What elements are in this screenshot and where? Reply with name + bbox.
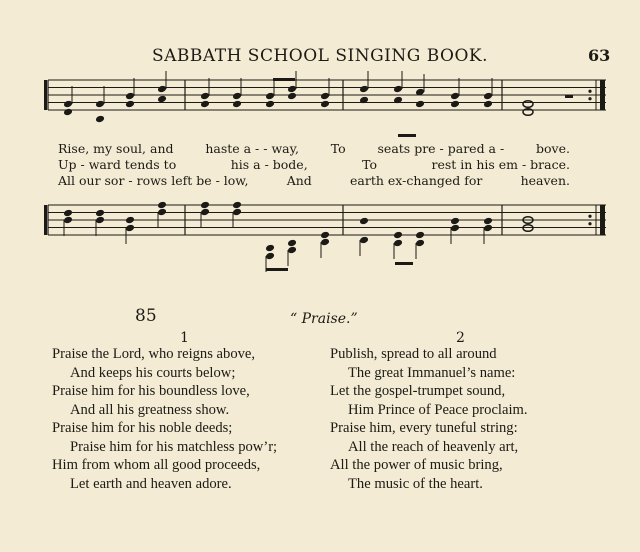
half-note-head — [523, 101, 533, 108]
brace-bar — [44, 205, 47, 235]
note-head — [287, 239, 297, 248]
repeat-dot — [588, 90, 591, 93]
verse-line: Praise him, every tuneful string: — [330, 420, 518, 436]
note-head — [232, 100, 242, 109]
note-head — [287, 92, 297, 101]
note-head — [265, 252, 275, 261]
brace-bar — [44, 80, 47, 110]
repeat-dot — [588, 222, 591, 225]
note-head — [483, 224, 493, 233]
note-beam — [395, 262, 413, 265]
note-head — [125, 92, 135, 101]
rest-mark — [565, 95, 573, 98]
note-head — [265, 244, 275, 253]
note-head — [125, 224, 135, 233]
note-head — [320, 100, 330, 109]
verse-1 — [52, 345, 277, 493]
verse-line: Him Prince of Peace proclaim. — [348, 401, 528, 418]
lyric-syllables: seats pre - pared a - — [377, 141, 505, 156]
note-head — [320, 92, 330, 101]
final-thick-line — [600, 80, 605, 110]
note-head — [393, 239, 403, 248]
verse-number-1: 1 — [180, 330, 189, 346]
note-head — [63, 216, 73, 225]
verse-line: Let the gospel-trumpet sound, — [330, 383, 506, 399]
verse-2 — [330, 345, 528, 493]
note-head — [200, 201, 210, 210]
page-number: 63 — [588, 46, 611, 65]
note-head — [157, 85, 167, 94]
verse-line: Praise the Lord, who reigns above, — [52, 346, 256, 362]
note-head — [393, 85, 403, 94]
final-thick-line — [600, 205, 605, 235]
note-beam — [398, 134, 416, 137]
note-head — [450, 100, 460, 109]
lyric-syllables: earth ex-changed for — [350, 173, 483, 188]
lyric-syllables: And — [286, 173, 312, 188]
note-head — [265, 92, 275, 101]
note-head — [415, 239, 425, 248]
note-head — [95, 209, 105, 218]
verse-line: Publish, spread to all around — [330, 346, 497, 362]
note-head — [95, 115, 105, 124]
lyric-syllables: his a - bode, — [230, 157, 308, 172]
note-head — [287, 85, 297, 94]
note-head — [95, 100, 105, 109]
hymn-title: “ Praise.” — [290, 311, 358, 327]
lyric-syllables: To — [330, 141, 346, 156]
note-head — [359, 85, 369, 94]
note-head — [157, 95, 167, 104]
note-head — [200, 208, 210, 217]
verse-line: Praise him for his boundless love, — [52, 383, 250, 399]
note-head — [232, 92, 242, 101]
note-head — [95, 216, 105, 225]
note-beam — [273, 78, 295, 81]
note-head — [200, 100, 210, 109]
lyric-syllables: To — [362, 157, 378, 172]
lyric-syllables: haste a - - way, — [205, 141, 299, 156]
note-head — [63, 100, 73, 109]
lyric-syllables: heaven. — [520, 173, 570, 188]
verse-line: All the reach of heavenly art, — [348, 438, 519, 455]
lyric-syllables: Rise, my soul, and — [58, 141, 174, 156]
repeat-dot — [588, 215, 591, 218]
note-head — [63, 108, 73, 117]
note-head — [125, 100, 135, 109]
verse-line: The great Immanuel’s name: — [348, 364, 516, 381]
verse-line: Him from whom all good proceeds, — [52, 457, 261, 473]
verse-line: Let earth and heaven adore. — [70, 475, 232, 492]
note-head — [359, 217, 369, 226]
note-head — [157, 208, 167, 217]
hymn-number: 85 — [135, 306, 157, 326]
verse-line: And all his greatness show. — [70, 401, 230, 418]
note-head — [415, 231, 425, 240]
lyric-line-3 — [58, 173, 570, 188]
note-head — [200, 92, 210, 101]
note-head — [287, 246, 297, 255]
note-head — [157, 201, 167, 210]
lyric-syllables: Up - ward tends to — [58, 157, 177, 172]
lyric-syllables: rest in his em - brace. — [431, 157, 570, 172]
lyric-syllables: All our sor - rows left be - low, — [58, 173, 249, 188]
verse-line: The music of the heart. — [348, 475, 483, 492]
note-head — [450, 217, 460, 226]
verse-line: Praise him for his noble deeds; — [52, 420, 233, 436]
note-head — [320, 231, 330, 240]
lyric-line-2 — [58, 157, 570, 172]
note-head — [415, 100, 425, 109]
note-head — [450, 224, 460, 233]
note-head — [63, 209, 73, 218]
page-header-title: SABBATH SCHOOL SINGING BOOK. — [151, 46, 489, 66]
verse-line: All the power of music bring, — [330, 457, 503, 473]
note-head — [232, 201, 242, 210]
note-beam — [266, 268, 288, 271]
note-head — [450, 92, 460, 101]
note-head — [232, 208, 242, 217]
note-head — [125, 216, 135, 225]
note-head — [320, 238, 330, 247]
repeat-dot — [588, 97, 591, 100]
note-head — [483, 92, 493, 101]
note-head — [265, 100, 275, 109]
verse-line: Praise him for his matchless pow’r; — [70, 438, 278, 455]
verse-line: And keeps his courts below; — [70, 364, 236, 381]
lyric-line-1 — [58, 141, 570, 156]
verse-number-2: 2 — [456, 330, 465, 346]
note-head — [359, 236, 369, 245]
note-head — [393, 231, 403, 240]
note-head — [483, 217, 493, 226]
note-head — [483, 100, 493, 109]
lyric-syllables: bove. — [536, 141, 570, 156]
